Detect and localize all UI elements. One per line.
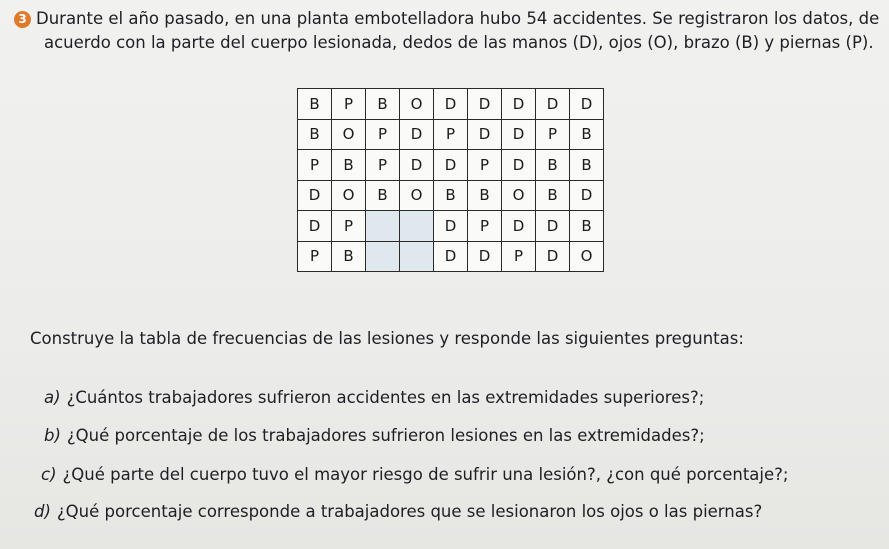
table-cell: P: [536, 119, 570, 150]
table-cell: P: [332, 211, 366, 242]
question-letter: c): [41, 465, 57, 484]
table-cell: B: [570, 119, 604, 150]
question-b: [44, 426, 705, 445]
table-cell: [366, 241, 400, 272]
table-cell: D: [502, 89, 536, 120]
table-cell: O: [400, 180, 434, 211]
table-cell: B: [366, 89, 400, 120]
table-cell: B: [570, 150, 604, 181]
table-cell: O: [570, 241, 604, 272]
table-cell: O: [332, 119, 366, 150]
table-cell: O: [400, 89, 434, 120]
injury-data-table: [297, 88, 604, 272]
table-cell: [400, 211, 434, 242]
table-cell: D: [570, 89, 604, 120]
table-cell: D: [570, 180, 604, 211]
table-row: [298, 89, 604, 120]
question-text: ¿Qué porcentaje corresponde a trabajadores que se lesionaron los ojos o las piernas?: [56, 502, 763, 521]
table-cell: O: [332, 180, 366, 211]
table-cell: P: [298, 150, 332, 181]
question-letter: d): [34, 502, 51, 521]
table-cell: P: [332, 89, 366, 120]
table-cell: O: [502, 180, 536, 211]
problem-text-line-1: Durante el año pasado, en una planta embotelladora hubo 54 accidentes. Se registraron los datos, de: [36, 9, 880, 28]
table-cell: P: [298, 241, 332, 272]
table-cell: B: [536, 180, 570, 211]
table-cell: [366, 211, 400, 242]
table-cell: D: [536, 211, 570, 242]
table-row: [298, 241, 604, 272]
problem-text-line-2: acuerdo con la parte del cuerpo lesionada, dedos de las manos (D), ojos (O), brazo (B) y piernas (P).: [44, 33, 874, 52]
question-a: [44, 388, 704, 407]
table-cell: D: [502, 150, 536, 181]
table-cell: B: [366, 180, 400, 211]
table-cell: D: [434, 150, 468, 181]
table-row: [298, 180, 604, 211]
instruction-text: Construye la tabla de frecuencias de las lesiones y responde las siguientes preguntas:: [30, 329, 744, 348]
table-cell: D: [400, 150, 434, 181]
table-cell: D: [434, 211, 468, 242]
question-text: ¿Cuántos trabajadores sufrieron accidentes en las extremidades superiores?;: [66, 388, 705, 407]
table-cell: P: [502, 241, 536, 272]
table-cell: D: [502, 119, 536, 150]
table-cell: D: [502, 211, 536, 242]
table-cell: B: [468, 180, 502, 211]
question-text: ¿Qué parte del cuerpo tuvo el mayor riesgo de sufrir una lesión?, ¿con qué porcentaje?;: [62, 465, 789, 484]
problem-statement: [14, 7, 884, 55]
question-text: ¿Qué porcentaje de los trabajadores sufrieron lesiones en las extremidades?;: [66, 426, 705, 445]
problem-number-badge: 3: [14, 11, 31, 28]
table-cell: B: [536, 150, 570, 181]
table-cell: D: [434, 89, 468, 120]
table-cell: B: [332, 241, 366, 272]
table-cell: P: [468, 211, 502, 242]
question-letter: a): [44, 388, 61, 407]
table-cell: B: [332, 150, 366, 181]
table-row: [298, 119, 604, 150]
question-c: [41, 465, 788, 484]
table-cell: P: [468, 150, 502, 181]
table-cell: B: [434, 180, 468, 211]
table-cell: P: [434, 119, 468, 150]
table-cell: [400, 241, 434, 272]
table-cell: D: [298, 211, 332, 242]
table-cell: D: [468, 89, 502, 120]
table-cell: B: [570, 211, 604, 242]
table-cell: D: [536, 89, 570, 120]
table-row: [298, 211, 604, 242]
table-row: [298, 150, 604, 181]
table-cell: D: [298, 180, 332, 211]
table-cell: D: [468, 241, 502, 272]
table-cell: B: [298, 119, 332, 150]
table-cell: D: [468, 119, 502, 150]
table-cell: P: [366, 119, 400, 150]
table-cell: B: [298, 89, 332, 120]
table-cell: D: [536, 241, 570, 272]
question-d: [34, 502, 762, 521]
table-cell: D: [434, 241, 468, 272]
table-cell: P: [366, 150, 400, 181]
question-letter: b): [44, 426, 61, 445]
table-cell: D: [400, 119, 434, 150]
